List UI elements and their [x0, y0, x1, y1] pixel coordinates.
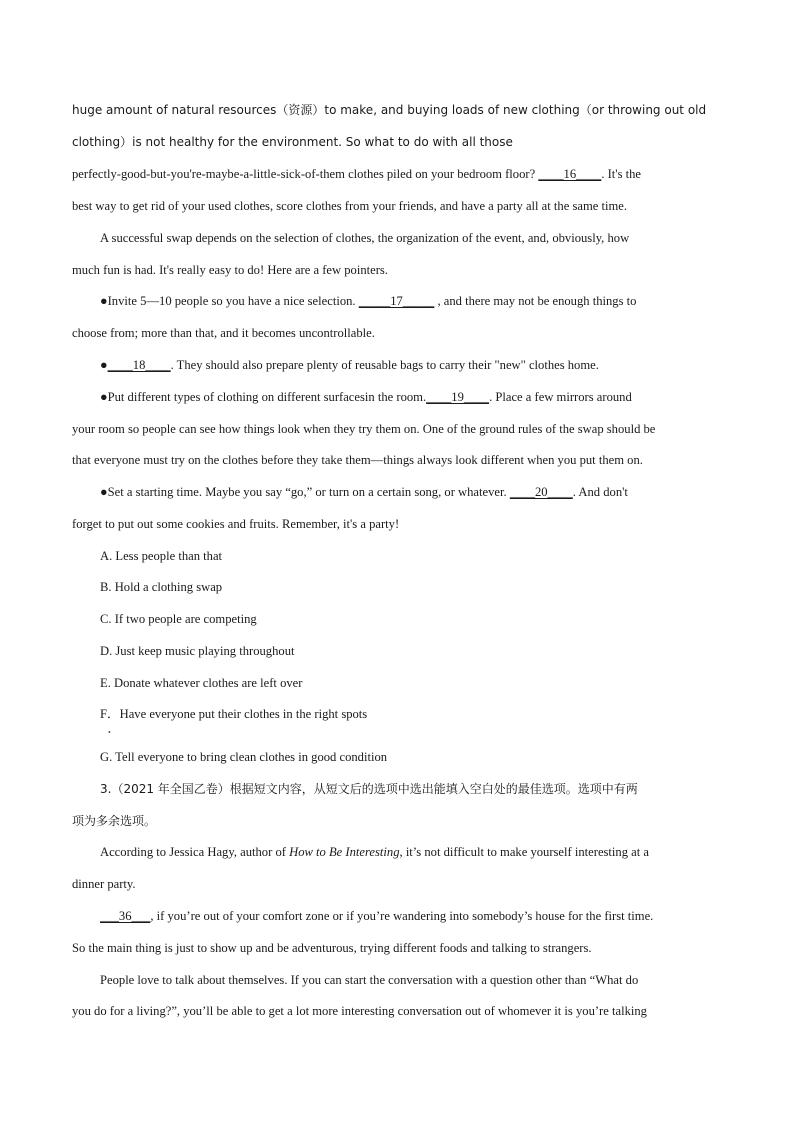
q3-paragraph-line: dinner party. — [72, 877, 136, 891]
bullet-item: ●Set a starting time. Maybe you say “go,” or turn on a certain song, or whatever. ____20____. And don't — [100, 485, 628, 499]
blank-18[interactable]: ____18____ — [107, 358, 171, 372]
passage-line: clothing）is not healthy for the environment. So what to do with all those — [72, 135, 513, 149]
blank-36[interactable]: ___36___ — [100, 909, 151, 923]
option-a[interactable]: A. Less people than that — [100, 549, 223, 563]
q3-paragraph-line: you do for a living?”, you’ll be able to get a lot more interesting conversation out of whomever it is you’re talking — [72, 1004, 647, 1018]
blank-19[interactable]: ____19____ — [426, 390, 490, 404]
option-b[interactable]: B. Hold a clothing swap — [100, 580, 223, 594]
option-g[interactable]: G. Tell everyone to bring clean clothes in good condition — [100, 750, 388, 764]
stray-dot: • — [108, 728, 111, 737]
passage-line: best way to get rid of your used clothes, score clothes from your friends, and have a party all at the same time. — [72, 199, 628, 213]
blank-17[interactable]: _____17_____ — [358, 294, 435, 308]
q3-paragraph-line: So the main thing is just to show up and be adventurous, trying different foods and talking to strangers. — [72, 941, 592, 955]
bullet-item: ●Invite 5—10 people so you have a nice selection. _____17_____ , and there may not be enough things to — [100, 294, 637, 308]
paragraph-line: A successful swap depends on the selection of clothes, the organization of the event, and, obviously, how — [100, 231, 630, 245]
option-c[interactable]: C. If two people are competing — [100, 612, 257, 626]
bullet-item-cont: your room so people can see how things look when they try them on. One of the ground rules of the swap should be — [72, 422, 656, 436]
q3-paragraph-line: People love to talk about themselves. If you can start the conversation with a question other than “What do — [100, 973, 639, 987]
question-3-header: 3.（2021 年全国乙卷）根据短文内容，从短文后的选项中选出能填入空白处的最佳选项。选项中有两 — [100, 782, 638, 796]
passage-line: huge amount of natural resources（资源）to make, and buying loads of new clothing（or throwing out old — [72, 103, 707, 117]
q3-paragraph-line: According to Jessica Hagy, author of How to Be Interesting, it’s not difficult to make yourself interesting at a — [100, 845, 650, 859]
bullet-item-cont: that everyone must try on the clothes before they take them—things always look different when you put them on. — [72, 453, 643, 467]
option-e[interactable]: E. Donate whatever clothes are left over — [100, 676, 303, 690]
option-f[interactable]: F．Have everyone put their clothes in the right spots — [100, 707, 368, 721]
question-3-header: 项为多余选项。 — [72, 814, 157, 828]
paragraph-line: much fun is had. It's really easy to do! Here are a few pointers. — [72, 263, 388, 277]
option-d[interactable]: D. Just keep music playing throughout — [100, 644, 295, 658]
passage-line: perfectly-good-but-you're-maybe-a-little-sick-of-them clothes piled on your bedroom floor? ____16____. It's the — [72, 167, 642, 181]
bullet-item-cont: choose from; more than that, and it becomes uncontrollable. — [72, 326, 375, 340]
bullet-item: ●____18____. They should also prepare plenty of reusable bags to carry their "new" clothes home. — [100, 358, 599, 372]
book-title: How to Be Interesting — [289, 845, 400, 859]
q3-paragraph-line: ___36___, if you’re out of your comfort zone or if you’re wandering into somebody’s house for the first time. — [100, 909, 654, 923]
blank-20[interactable]: ____20____ — [509, 485, 573, 499]
bullet-item-cont: forget to put out some cookies and fruits. Remember, it's a party! — [72, 517, 400, 531]
bullet-item: ●Put different types of clothing on different surfacesin the room.____19____. Place a few mirrors around — [100, 390, 632, 404]
blank-16[interactable]: ____16____ — [538, 167, 602, 181]
